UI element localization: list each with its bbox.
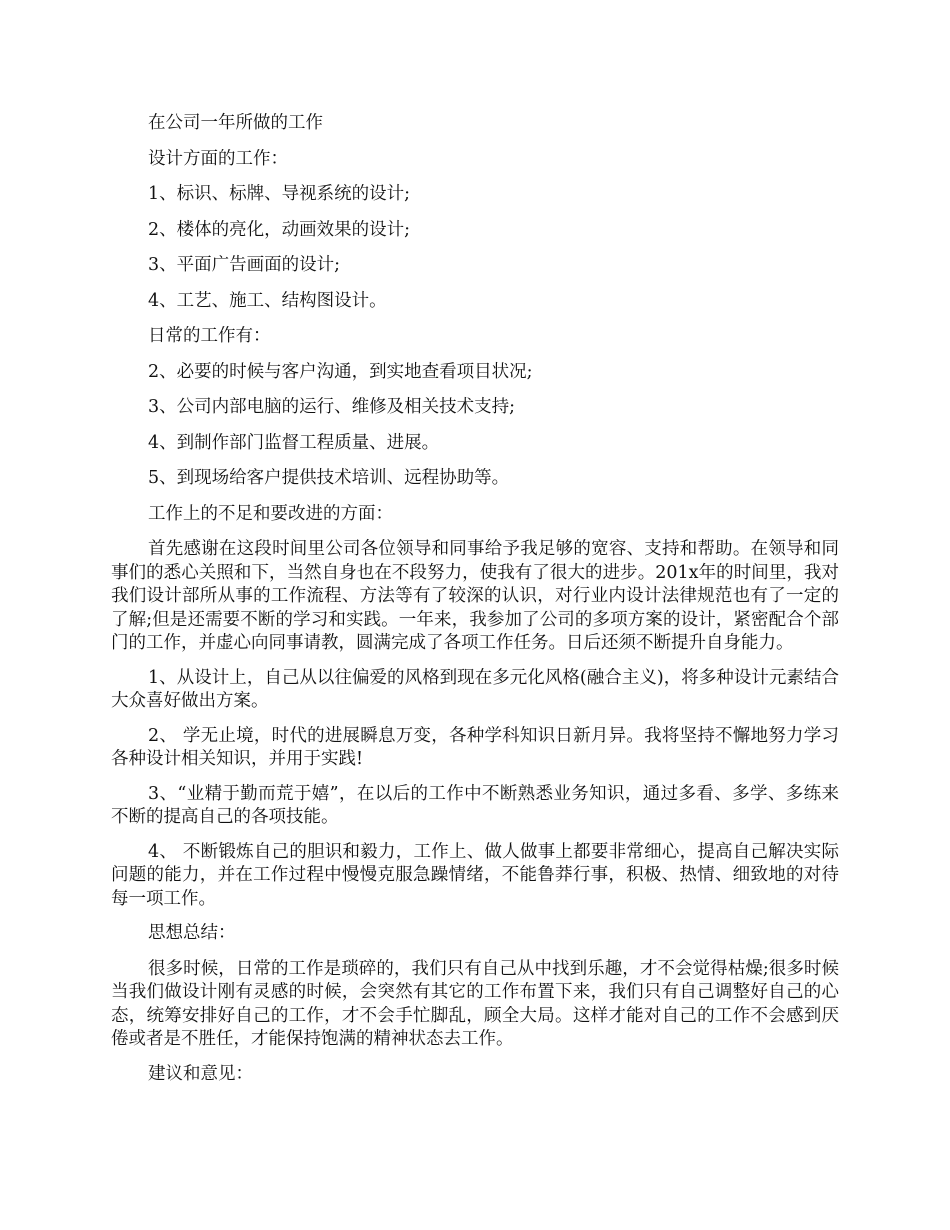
- heading-yearly-work: 在公司一年所做的工作: [148, 113, 323, 133]
- list-item: 2、楼体的亮化，动画效果的设计;: [148, 219, 411, 240]
- list-item: 3、平面广告画面的设计;: [148, 255, 341, 275]
- body-paragraph: 很多时候，日常的工作是琐碎的，我们只有自己从中找到乐趣，才不会觉得枯燥;很多时候当我们做设计刚有灵感的时候，会突然有其它的工作布置下来，我们只有自己调整好自己的心态，统筹安排好自己的工作，才不会手忙脚乱，顾全大局。这样才能对自己的工作不会感到厌倦或者是不胜任，才能保持饱满的精神状态去工作。: [111, 958, 839, 1049]
- list-item: 4、到制作部门监督工程质量、进展。: [148, 432, 440, 453]
- list-item: 3、公司内部电脑的运行、维修及相关技术支持;: [148, 397, 516, 417]
- body-paragraph: 3、“业精于勤而荒于嬉”，在以后的工作中不断熟悉业务知识，通过多看、多学、多练来不断的提高自己的各项技能。: [111, 783, 839, 827]
- body-paragraph: 2、 学无止境，时代的进展瞬息万变，各种学科知识日新月异。我将坚持不懈地努力学习各种设计相关知识，并用于实践!: [111, 725, 839, 769]
- list-item: 1、标识、标牌、导视系统的设计;: [148, 184, 411, 204]
- section-suggestions: 建议和意见：: [148, 1063, 253, 1084]
- body-paragraph: 1、从设计上，自己从以往偏爱的风格到现在多元化风格(融合主义)，将多种设计元素结合大众喜好做出方案。: [111, 667, 839, 711]
- document-body: [111, 112, 839, 1098]
- section-daily-work: 日常的工作有：: [148, 326, 271, 346]
- body-paragraph: 首先感谢在这段时间里公司各位领导和同事给予我足够的宽容、支持和帮助。在领导和同事们的悉心关照和下，当然自身也在不段努力，使我有了很大的进步。201x年的时间里，我对我们设计部所从事的工作流程、方法等有了较深的认识，对行业内设计法律规范也有了一定的了解;但是还需要不断的学习和实践。一年来，我参加了公司的多项方案的设计，紧密配合个部门的工作，并虚心向同事请教，圆满完成了各项工作任务。日后还须不断提升自身能力。: [111, 539, 839, 653]
- section-design-work: 设计方面的工作：: [148, 148, 288, 169]
- list-item: 4、工艺、施工、结构图设计。: [148, 290, 387, 311]
- list-item: 5、到现场给客户提供技术培训、远程协助等。: [148, 468, 510, 488]
- section-thought-summary: 思想总结：: [148, 923, 236, 943]
- list-item: 2、必要的时候与客户沟通，到实地查看项目状况;: [148, 361, 533, 382]
- section-improvements: 工作上的不足和要改进的方面：: [148, 503, 393, 524]
- body-paragraph: 4、 不断锻炼自己的胆识和毅力，工作上、做人做事上都要非常细心，提高自己解决实际问题的能力，并在工作过程中慢慢克服急躁情绪，不能鲁莽行事，积极、热情、细致地的对待每一项工作。: [111, 841, 839, 909]
